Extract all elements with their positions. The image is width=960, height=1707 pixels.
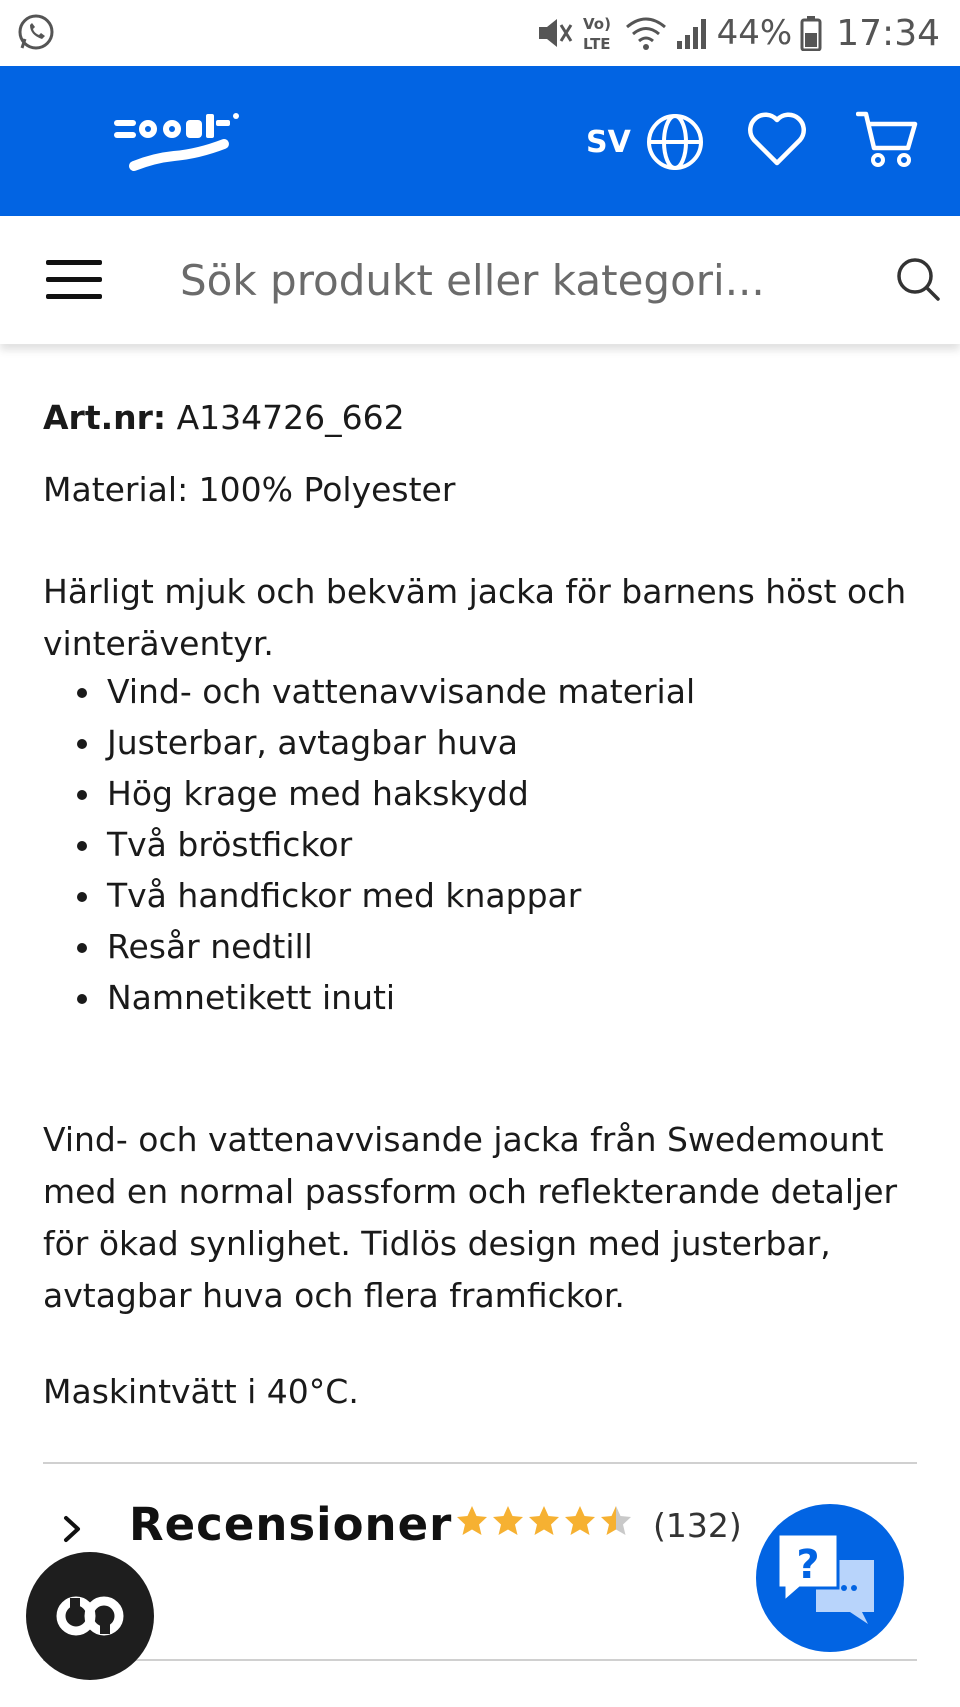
- svg-text:?: ?: [796, 1542, 820, 1588]
- star-icon: [527, 1504, 561, 1538]
- star-icon: [563, 1504, 597, 1538]
- battery-percent: 44%: [716, 13, 793, 53]
- feature-list: [107, 666, 695, 1023]
- list-item: Två bröstfickor: [107, 819, 695, 870]
- reviews-title: Recensioner: [129, 1498, 453, 1551]
- language-selector[interactable]: [586, 112, 705, 172]
- sportshopen-logo[interactable]: [112, 110, 242, 176]
- hamburger-line: [46, 260, 102, 265]
- list-item: Vind- och vattenavvisande material: [107, 666, 695, 717]
- svg-text:Vo): Vo): [582, 15, 611, 33]
- search-icon: [895, 256, 941, 302]
- star-rating: [455, 1504, 633, 1538]
- site-header: [0, 66, 960, 216]
- list-item: Två handfickor med knappar: [107, 870, 695, 921]
- divider: [43, 1462, 917, 1464]
- svg-text:LTE: LTE: [582, 35, 611, 53]
- search-button[interactable]: [894, 256, 942, 304]
- description-text: Vind- och vattenavvisande jacka från Swedemount med en normal passform och reflekterande detaljer för ökad synlighet. Tidlös design med justerbar, avtagbar huva och flera framfickor.: [43, 1120, 898, 1315]
- clock: 17:34: [836, 12, 940, 54]
- divider: [43, 1659, 917, 1661]
- globe-icon: [645, 112, 705, 172]
- battery-icon: [800, 15, 822, 51]
- volte-icon: [581, 13, 617, 53]
- cookie-consent-button[interactable]: [26, 1552, 154, 1680]
- cookie-consent-icon: [26, 1552, 154, 1680]
- hamburger-line: [46, 294, 102, 299]
- signal-icon: [675, 15, 709, 51]
- hamburger-line: [46, 277, 102, 282]
- chat-help-button[interactable]: [756, 1504, 904, 1652]
- heart-icon[interactable]: [746, 110, 808, 168]
- status-bar: [0, 0, 960, 66]
- cart-icon[interactable]: [856, 108, 918, 170]
- article-number-value: A134726_662: [176, 398, 405, 437]
- whatsapp-icon: [16, 12, 56, 52]
- mute-icon: [535, 15, 573, 51]
- menu-button[interactable]: [46, 260, 102, 300]
- wifi-icon: [625, 15, 667, 51]
- review-count: (132): [653, 1506, 742, 1545]
- list-item: Justerbar, avtagbar huva: [107, 717, 695, 768]
- star-icon: [491, 1504, 525, 1538]
- language-code: SV: [586, 124, 631, 160]
- list-item: Hög krage med hakskydd: [107, 768, 695, 819]
- chat-help-icon: [756, 1504, 904, 1652]
- star-icon: [599, 1504, 633, 1538]
- search-bar: [0, 216, 960, 344]
- material-text: Material: 100% Polyester: [43, 470, 456, 509]
- list-item: Namnetikett inuti: [107, 972, 695, 1023]
- wash-instructions: Maskintvätt i 40°C.: [43, 1372, 359, 1411]
- article-number: [43, 392, 405, 444]
- star-icon: [455, 1504, 489, 1538]
- list-item: Resår nedtill: [107, 921, 695, 972]
- search-input[interactable]: [180, 246, 860, 314]
- chevron-right-icon: [57, 1514, 87, 1544]
- article-number-label: Art.nr:: [43, 398, 167, 437]
- intro-text: Härligt mjuk och bekväm jacka för barnens höst och vinteräventyr.: [43, 572, 907, 663]
